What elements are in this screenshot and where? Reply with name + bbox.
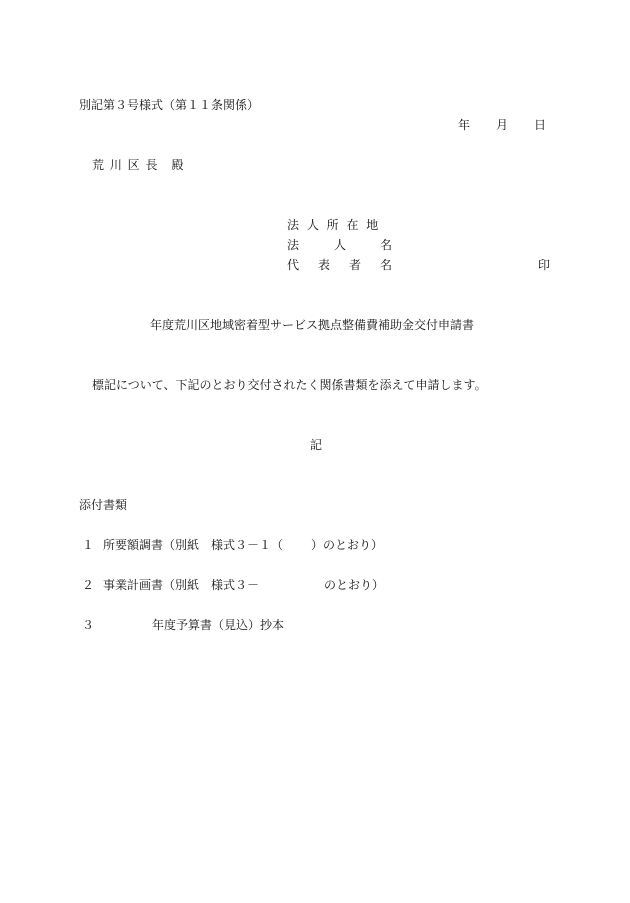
date-year-label: 年 xyxy=(458,118,471,132)
rep-label-1: 代 xyxy=(287,258,300,272)
date-month-label: 月 xyxy=(496,118,509,132)
date-day-label: 日 xyxy=(534,118,547,132)
corp-address-label: 法 人 所 在 地 xyxy=(287,218,381,232)
attachment-1-text-a: 所要額調書（別紙 様式３－１（ xyxy=(103,538,284,552)
rep-label-4: 名 xyxy=(380,258,393,272)
corp-name-label-2: 人 xyxy=(334,238,347,252)
corp-name-label-3: 名 xyxy=(380,238,393,252)
attachment-2-text-b: のとおり） xyxy=(324,578,385,592)
addressee: 荒 川 区 長 殿 xyxy=(92,158,185,172)
attachments-heading: 添付書類 xyxy=(79,498,128,512)
record-heading: 記 xyxy=(310,438,323,452)
attachment-2-text-a: 事業計画書（別紙 様式３－ xyxy=(103,578,260,592)
rep-label-3: 者 xyxy=(349,258,362,272)
attachment-3-number: ３ xyxy=(82,618,95,632)
document-title: 年度荒川区地域密着型サービス拠点整備費補助金交付申請書 xyxy=(150,318,475,332)
rep-label-2: 表 xyxy=(318,258,331,272)
seal-mark: 印 xyxy=(538,258,551,272)
attachment-3-text-b: 年度予算書（見込）抄本 xyxy=(152,618,285,632)
attachment-2-number: ２ xyxy=(82,578,95,592)
corp-name-label-1: 法 xyxy=(287,238,300,252)
body-text: 標記について、下記のとおり交付されたく関係書類を添えて申請します。 xyxy=(92,378,487,392)
form-number: 別記第３号様式（第１１条関係） xyxy=(79,98,260,112)
attachment-1-text-b: ）のとおり） xyxy=(311,538,384,552)
attachment-1-number: １ xyxy=(82,538,95,552)
